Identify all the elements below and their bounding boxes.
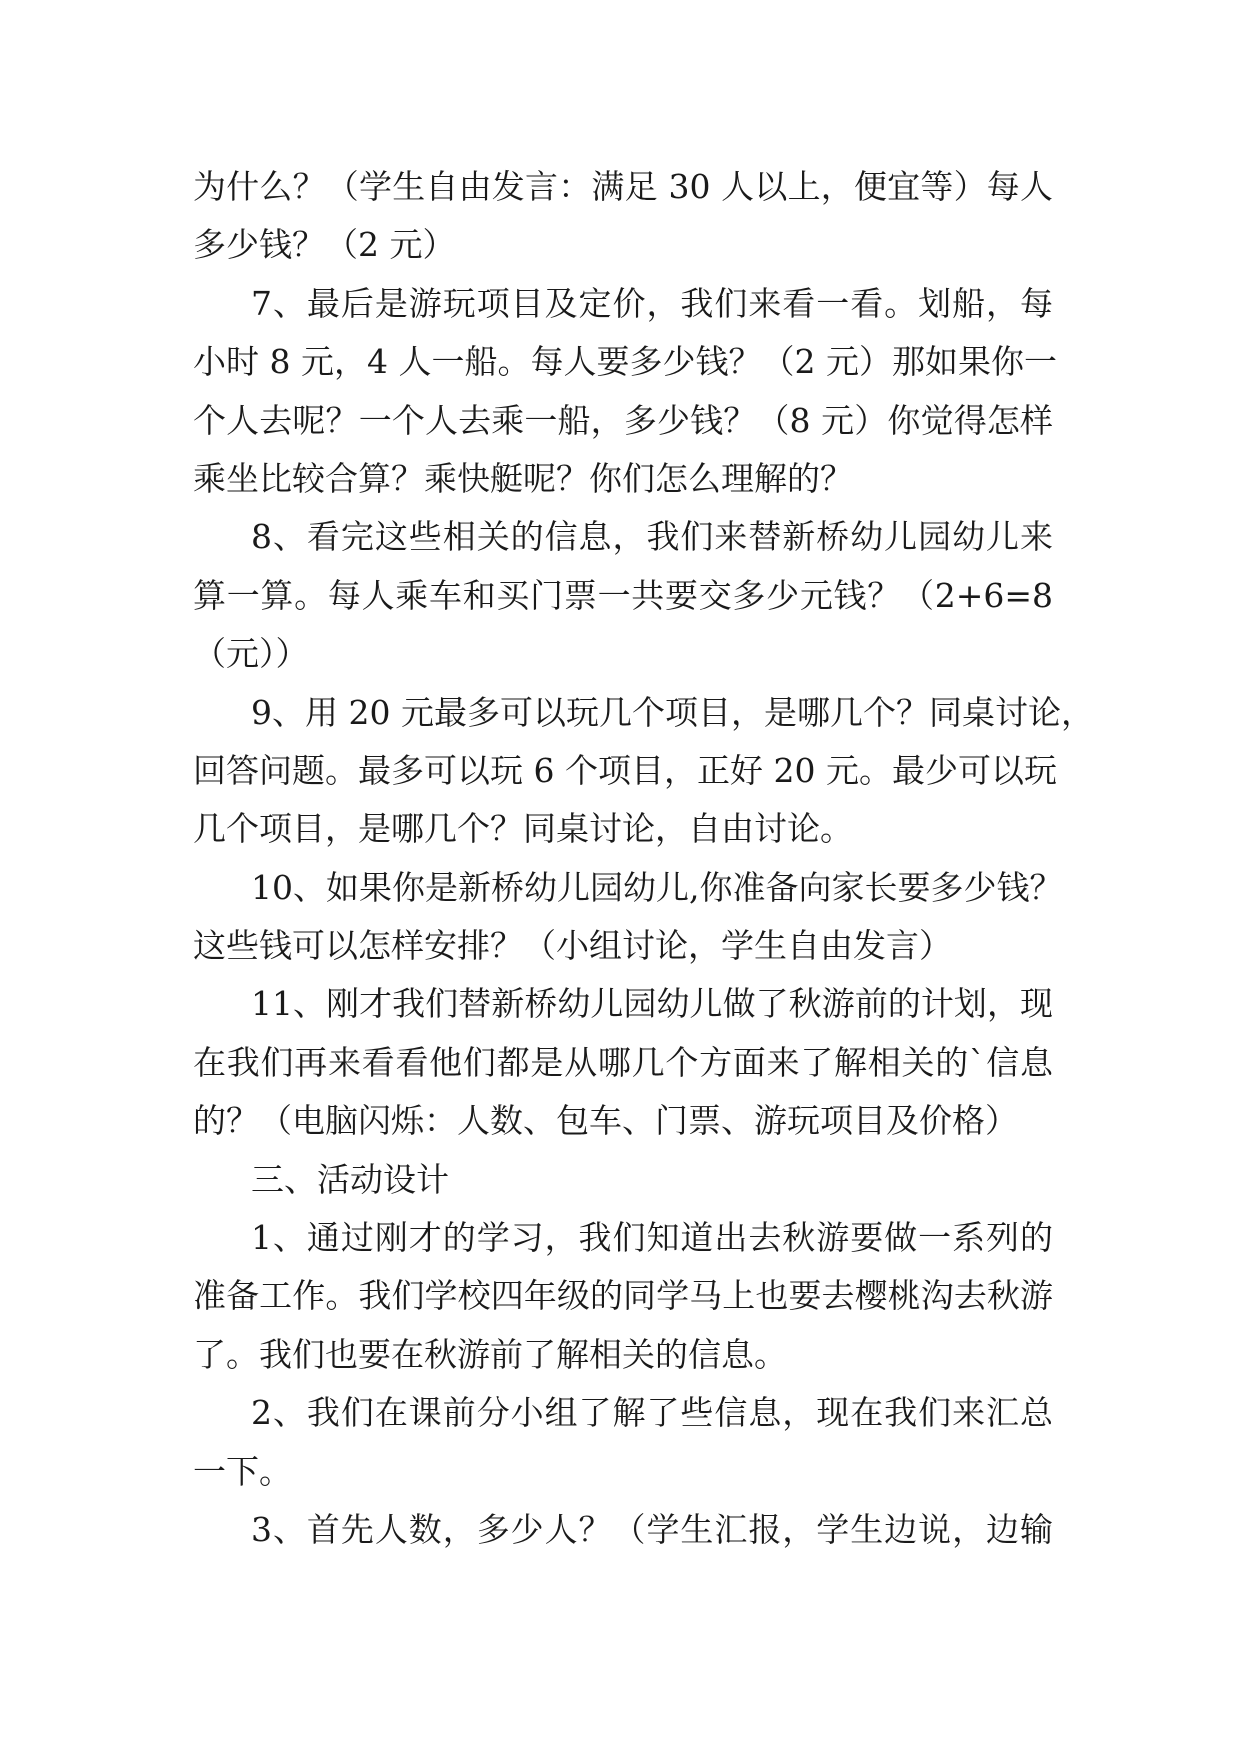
text-line: 三、活动设计 [251,1159,449,1199]
text-line: 1、通过刚才的学习，我们知道出去秋游要做一系列的 [251,1218,1053,1258]
text-line: 个人去呢？一个人去乘一船，多少钱？（8 元）你觉得怎样 [193,400,1053,440]
text-line: 10、如果你是新桥幼儿园幼儿,你准备向家长要多少钱？ [251,867,1063,907]
text-line: 算一算。每人乘车和买门票一共要交多少元钱？（2+6=8 [193,575,1053,615]
text-line: 7、最后是游玩项目及定价，我们来看一看。划船，每 [251,283,1053,323]
body-text [193,158,1094,1559]
text-line: 准备工作。我们学校四年级的同学马上也要去樱桃沟去秋游 [193,1276,1053,1316]
text-line: 9、用 20 元最多可以玩几个项目，是哪几个？同桌讨论， [251,692,1094,732]
text-line: 这些钱可以怎样安排？（小组讨论，学生自由发言） [193,926,952,966]
text-line: 3、首先人数，多少人？（学生汇报，学生边说，边输 [251,1509,1053,1549]
text-line: 为什么？（学生自由发言：满足 30 人以上，便宜等）每人 [193,167,1053,206]
text-line: 在我们再来看看他们都是从哪几个方面来了解相关的`信息 [193,1042,1053,1082]
text-line: 的？（电脑闪烁：人数、包车、门票、游玩项目及价格） [193,1101,1018,1141]
text-line: 2、我们在课前分小组了解了些信息，现在我们来汇总 [251,1393,1053,1433]
text-line: 11、刚才我们替新桥幼儿园幼儿做了秋游前的计划，现 [251,984,1053,1024]
text-line: 8、看完这些相关的信息，我们来替新桥幼儿园幼儿来 [251,517,1053,557]
text-line: 几个项目，是哪几个？同桌讨论，自由讨论。 [193,809,853,849]
text-line: （元）） [193,634,309,674]
text-line: 多少钱？（2 元） [193,225,456,265]
text-line: 乘坐比较合算？乘快艇呢？你们怎么理解的？ [193,458,853,498]
text-line: 小时 8 元，4 人一船。每人要多少钱？（2 元）那如果你一 [193,342,1057,382]
text-line: 回答问题。最多可以玩 6 个项目，正好 20 元。最少可以玩 [193,750,1057,790]
text-line: 了。我们也要在秋游前了解相关的信息。 [193,1334,787,1374]
text-line: 一下。 [193,1451,292,1491]
